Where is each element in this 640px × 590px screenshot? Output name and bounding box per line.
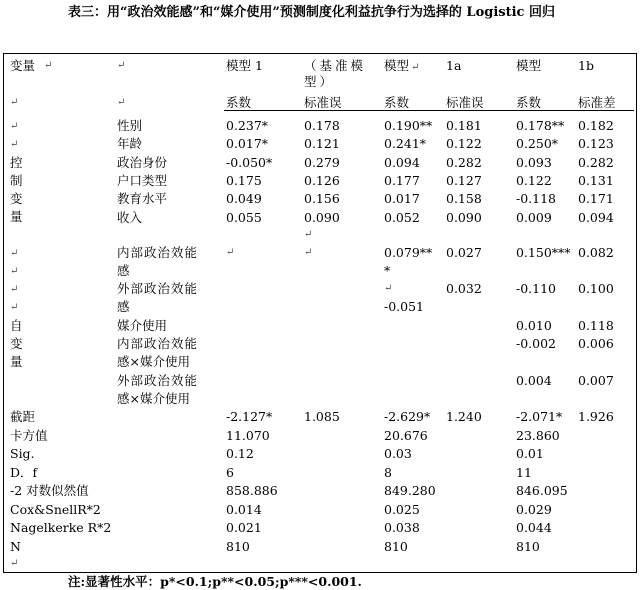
table-cell: 0.123 [578, 136, 614, 152]
header-model1b: 模型 [516, 58, 542, 73]
table-cell: 0.044 [516, 520, 552, 535]
table-cell: 0.03 [384, 446, 412, 461]
table-cell: 0.250* [516, 136, 559, 152]
return-mark-icon: ↵ [384, 283, 393, 294]
return-mark-icon: ↵ [226, 247, 235, 258]
header-model1: 模型 1 [226, 58, 263, 73]
table-cell: 0.017 [384, 191, 420, 207]
table-cell: 0.178** [516, 118, 565, 133]
header-model1b-suffix: 1b [578, 58, 594, 73]
table-cell: 0.282 [578, 154, 614, 170]
table-cell: 0.178 [304, 118, 340, 133]
table-cell: 11.070 [226, 427, 270, 443]
interaction1-m3-se: 0.006 [578, 336, 614, 351]
row-label: 性别 [117, 118, 143, 133]
table-cell: 11 [516, 464, 532, 480]
return-mark-icon: ↵ [10, 302, 19, 313]
table-cell: 8 [384, 464, 392, 480]
table-cell: 858.886 [226, 483, 278, 498]
interaction1-label-2: 感×媒介使用 [117, 354, 190, 369]
table-cell: 0.241* [384, 136, 427, 152]
significance-note: 注:显著性水平：p*<0.1;p**<0.05;p***<0.001. [68, 574, 362, 589]
table-title: 表三：用“政治效能感”和“媒介使用”预测制度化利益抗争行为选择的 Logistic 回归 [68, 5, 555, 20]
table-cell: 0.171 [578, 191, 614, 207]
table-cell: 0.121 [304, 136, 340, 152]
internal-m3-se: 0.082 [578, 245, 614, 260]
table-cell: 0.049 [226, 191, 262, 207]
header-se-1: 标准误 [304, 95, 342, 110]
media-label: 媒介使用 [117, 318, 168, 333]
table-cell: 0.014 [226, 501, 262, 517]
table-cell: 810 [384, 538, 408, 554]
table-cell: 0.158 [446, 191, 482, 207]
row-label: 卡方值 [10, 427, 48, 443]
table-cell: 23.860 [516, 427, 560, 443]
table-cell: 0.052 [384, 209, 420, 225]
table-cell: 0.094 [578, 209, 614, 225]
table-cell: 0.094 [384, 154, 420, 170]
table-cell: 0.025 [384, 501, 420, 517]
return-mark-icon: ↵ [44, 60, 53, 71]
header-coef-1: 系数 [226, 95, 252, 110]
header-model1a: 模型 ↵ [384, 58, 420, 73]
header-underline [224, 110, 634, 111]
table-cell: 0.190** [384, 118, 433, 133]
table-cell: 0.122 [516, 172, 552, 188]
return-mark-icon: ↵ [117, 60, 126, 71]
return-mark-icon: ↵ [10, 266, 19, 277]
row-label: 年龄 [117, 136, 143, 152]
external-m3-se: 0.100 [578, 281, 614, 296]
table-cell: 0.093 [516, 154, 552, 170]
header-model1a-suffix: 1a [446, 58, 462, 73]
table-cell: -0.050* [226, 154, 273, 170]
return-mark-icon: ↵ [10, 139, 19, 150]
table-cell: 846.095 [516, 483, 568, 498]
interaction2-m3-coef: 0.004 [516, 373, 552, 388]
table-cell: 0.182 [578, 118, 614, 133]
table-cell: 0.126 [304, 172, 340, 188]
return-mark-icon: ↵ [304, 229, 313, 240]
table-cell: 0.017* [226, 136, 269, 152]
interaction2-label-1: 外部政治效能 [117, 373, 199, 388]
row-label: 政治身份 [117, 154, 168, 170]
table-cell: 1.240 [446, 409, 482, 424]
interaction2-label-2: 感×媒介使用 [117, 391, 190, 406]
internal-m3-coef: 0.150*** [516, 245, 571, 260]
table-cell: 0.090 [304, 209, 340, 225]
group-indep-3: 量 [10, 354, 23, 369]
table-cell: 0.038 [384, 520, 420, 535]
table-cell: 0.01 [516, 446, 544, 461]
table-cell: 0.181 [446, 118, 482, 133]
internal-label-2: 感 [117, 263, 130, 278]
internal-m2-coef-1: 0.079** [384, 245, 433, 260]
table-cell: 0.090 [446, 209, 482, 225]
internal-label-1: 内部政治效能 [117, 245, 199, 260]
external-label-2: 感 [117, 299, 130, 314]
row-label: 户口类型 [117, 172, 168, 188]
header-coef-2: 系数 [384, 95, 410, 110]
header-baseline: （基准模型） [304, 58, 367, 89]
row-label: N [10, 538, 21, 554]
group-control-3: 变 [10, 191, 23, 206]
row-label: 截距 [10, 409, 36, 424]
table-cell: 0.009 [516, 209, 552, 225]
table-cell: -2.127* [226, 409, 273, 424]
row-label: Cox&SnellR*2 [10, 501, 101, 517]
group-control-1: 控 [10, 155, 23, 170]
table-cell: 0.177 [384, 172, 420, 188]
row-label: Sig. [10, 446, 35, 461]
table-cell: 0.237* [226, 118, 269, 133]
header-variable: 变量 [10, 58, 36, 73]
group-control-4: 量 [10, 209, 23, 224]
return-mark-icon: ↵ [304, 247, 313, 258]
table-cell: 0.029 [516, 501, 552, 517]
table-cell: 810 [516, 538, 540, 554]
table-cell: -0.118 [516, 191, 557, 207]
return-mark-icon: ↵ [10, 248, 19, 259]
group-indep-2: 变 [10, 336, 23, 351]
row-label: 教育水平 [117, 191, 168, 207]
row-label: Nagelkerke R*2 [10, 520, 112, 535]
media-m3-se: 0.118 [578, 318, 614, 333]
table-cell: 0.055 [226, 209, 262, 225]
return-mark-icon: ↵ [10, 558, 19, 569]
header-se-2: 标准误 [446, 95, 484, 110]
table-cell: 0.021 [226, 520, 262, 535]
external-label-1: 外部政治效能 [117, 281, 199, 296]
table-cell: 0.12 [226, 446, 254, 461]
table-cell: 849.280 [384, 483, 436, 498]
table-cell: 0.282 [446, 154, 482, 170]
table-cell: 0.131 [578, 172, 614, 188]
internal-m2-coef-2: * [384, 263, 391, 278]
table-cell: 0.175 [226, 172, 262, 188]
table-cell: 810 [226, 538, 250, 554]
interaction1-label-1: 内部政治效能 [117, 336, 199, 351]
media-m3-coef: 0.010 [516, 318, 552, 333]
row-label: D．f [10, 464, 38, 480]
row-label: 收入 [117, 209, 143, 225]
table-cell: 0.122 [446, 136, 482, 152]
group-indep-1: 自 [10, 318, 23, 333]
return-mark-icon: ↵ [10, 97, 19, 108]
table-cell: 20.676 [384, 427, 428, 443]
internal-m2-se: 0.027 [446, 245, 482, 260]
return-mark-icon: ↵ [10, 121, 19, 132]
table-cell: 0.279 [304, 154, 340, 170]
header-se-3: 标准差 [578, 95, 616, 110]
interaction1-m3-coef: -0.002 [516, 336, 557, 351]
table-cell: -2.629* [384, 409, 431, 424]
external-m3-coef: -0.110 [516, 281, 557, 296]
header-coef-3: 系数 [516, 95, 542, 110]
group-control-2: 制 [10, 173, 23, 188]
table-cell: 0.156 [304, 191, 340, 207]
table-cell: -2.071* [516, 409, 563, 424]
interaction2-m3-se: 0.007 [578, 373, 614, 388]
external-m2-coef: -0.051 [384, 299, 425, 314]
return-mark-icon: ↵ [117, 97, 126, 108]
table-cell: 1.085 [304, 409, 340, 424]
external-m2-se: 0.032 [446, 281, 482, 296]
table-cell: 0.127 [446, 172, 482, 188]
table-cell: 6 [226, 464, 234, 480]
table-cell: 1.926 [578, 409, 614, 424]
return-mark-icon: ↵ [10, 284, 19, 295]
row-label: -2 对数似然值 [10, 483, 89, 498]
